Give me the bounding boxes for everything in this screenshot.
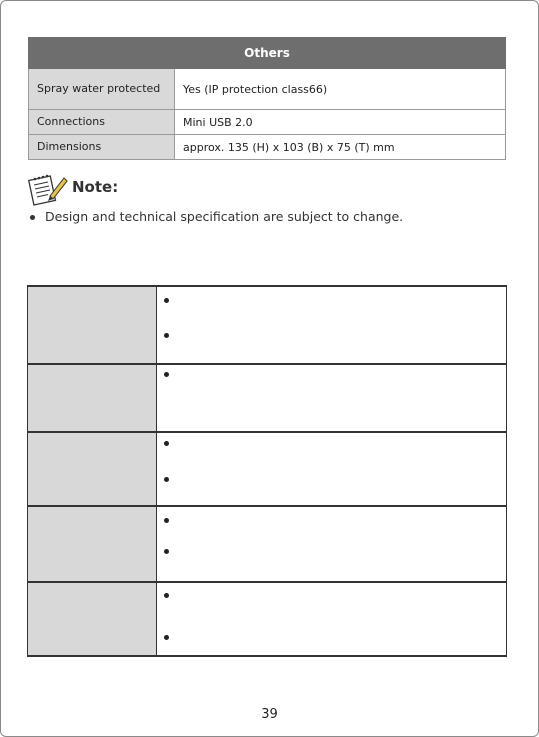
table-row: [29, 69, 506, 110]
row-body-cell: [157, 507, 507, 581]
table-row: [27, 433, 507, 505]
table-row: [27, 287, 507, 363]
table-row: [29, 110, 506, 135]
bullet-dot: [164, 549, 169, 554]
spec-table-header: Others: [29, 38, 506, 69]
spec-label: Connections: [29, 110, 175, 135]
spec-value: approx. 135 (H) x 103 (B) x 75 (T) mm: [175, 135, 506, 160]
bullet-dot: [164, 333, 169, 338]
blank-feature-table: [27, 285, 507, 657]
table-divider: [27, 655, 507, 657]
bullet-dot: [30, 215, 35, 220]
row-body-cell: [157, 365, 507, 431]
row-label-cell: [27, 365, 157, 431]
spec-value: Mini USB 2.0: [175, 110, 506, 135]
note-title: Note:: [72, 178, 119, 196]
row-label-cell: [27, 507, 157, 581]
row-body-cell: [157, 287, 507, 363]
table-row: [29, 135, 506, 160]
bullet-dot: [164, 298, 169, 303]
spec-label: Spray water protected: [29, 69, 175, 110]
bullet-dot: [164, 441, 169, 446]
page-number: 39: [261, 707, 278, 722]
bullet-dot: [164, 477, 169, 482]
row-label-cell: [27, 583, 157, 655]
spec-value: Yes (IP protection class66): [175, 69, 506, 110]
bullet-dot: [164, 593, 169, 598]
row-label-cell: [27, 433, 157, 505]
table-row: [27, 583, 507, 655]
notepad-pencil-icon: [28, 172, 68, 206]
table-row: [27, 365, 507, 431]
spec-table: [28, 37, 506, 160]
row-body-cell: [157, 583, 507, 655]
note-bullet-item: [30, 209, 403, 224]
row-label-cell: [27, 287, 157, 363]
note-bullet-text: Design and technical specification are subject to change.: [45, 209, 404, 224]
bullet-dot: [164, 518, 169, 523]
bullet-dot: [164, 635, 169, 640]
bullet-dot: [164, 372, 169, 377]
row-body-cell: [157, 433, 507, 505]
spec-label: Dimensions: [29, 135, 175, 160]
table-row: [27, 507, 507, 581]
